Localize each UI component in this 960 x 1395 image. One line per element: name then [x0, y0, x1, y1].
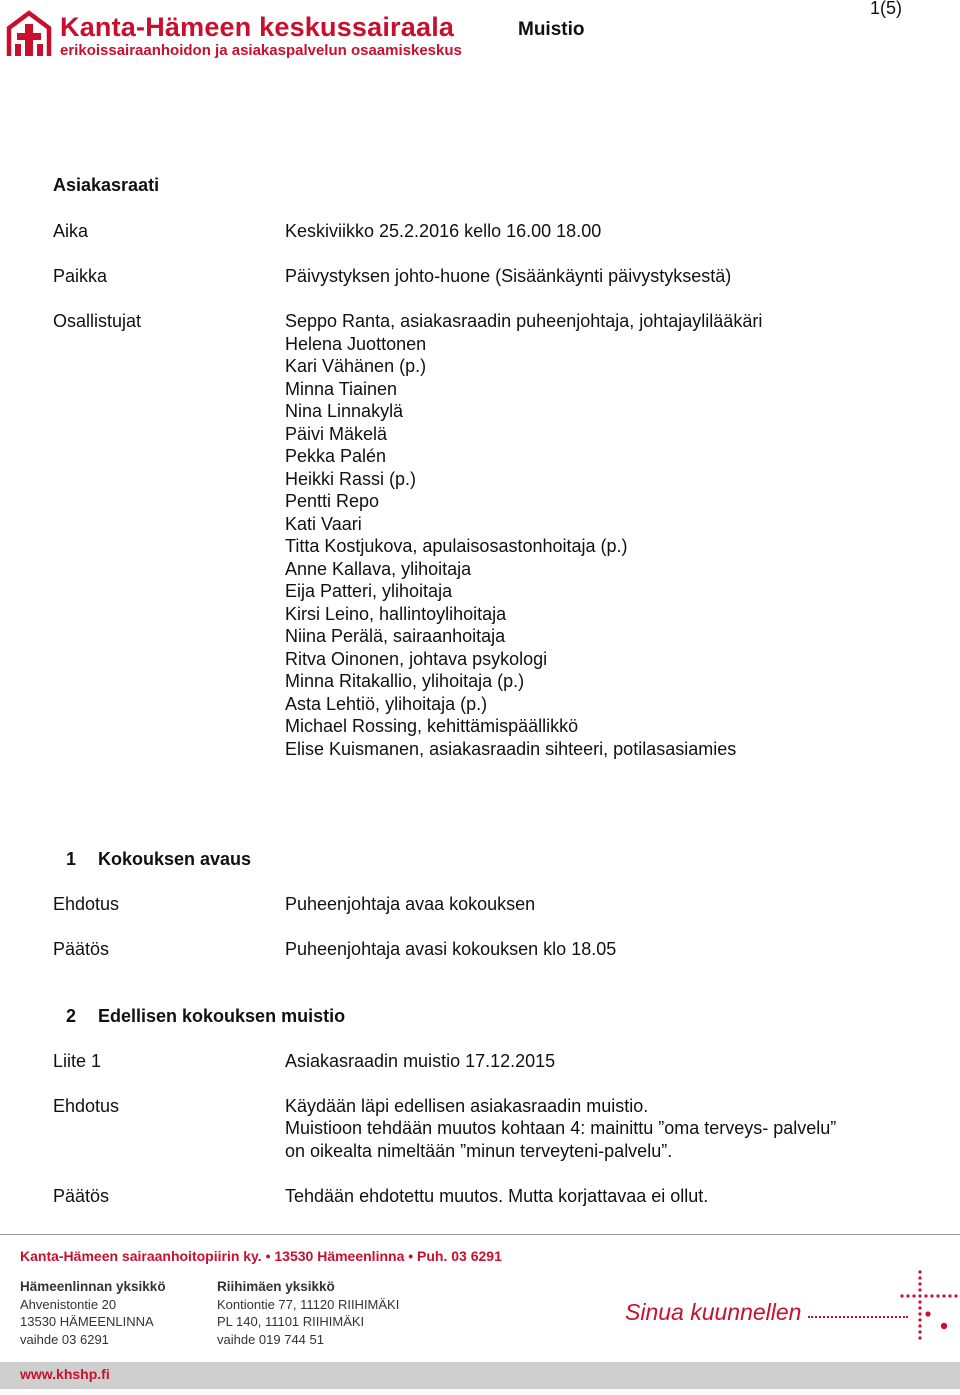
unit-postal: 13530 HÄMEENLINNA — [20, 1314, 154, 1329]
time-value: Keskiviikko 25.2.2016 kello 16.00 18.00 — [285, 221, 602, 241]
bullet-icon: • — [408, 1248, 418, 1264]
footer-divider — [0, 1234, 960, 1235]
proposal-label: Ehdotus — [53, 1096, 120, 1116]
unit-title: Hämeenlinnan yksikkö — [20, 1279, 166, 1294]
participant: Niina Perälä, sairaanhoitaja — [285, 626, 506, 646]
participant: Ritva Oinonen, johtava psykologi — [285, 648, 548, 669]
bullet-icon: • — [265, 1248, 275, 1264]
proposal-text: Muistioon tehdään muutos kohtaan 4: mainittu ”oma terveys- palvelu” — [285, 1118, 837, 1138]
unit-postal: PL 140, 11101 RIIHIMÄKI — [217, 1314, 365, 1329]
participant: Elise Kuismanen, asiakasraadin sihteeri, potilasasiamies — [285, 738, 737, 759]
participant: Eija Patteri, ylihoitaja — [285, 581, 453, 601]
unit-phone: vaihde 019 744 51 — [217, 1331, 324, 1347]
place-label: Paikka — [53, 266, 108, 286]
unit-street: Ahvenistontie 20 — [20, 1296, 117, 1312]
slogan-dotted-line — [808, 1314, 908, 1318]
proposal-text: Puheenjohtaja avaa kokouksen — [285, 894, 536, 914]
org-subtitle: erikoissairaanhoidon ja asiakaspalvelun osaamiskeskus — [60, 42, 462, 59]
participants-label: Osallistujat — [53, 311, 142, 331]
unit-street: Kontiontie 77, 11120 RIIHIMÄKI — [217, 1296, 400, 1312]
document-type: Muistio — [518, 19, 585, 40]
footer-slogan: Sinua kuunnellen — [625, 1299, 802, 1325]
footer-org-name: Kanta-Hämeen sairaanhoitopiirin ky. — [20, 1248, 262, 1264]
hospital-logo-icon — [6, 10, 52, 58]
proposal-text: Käydään läpi edellisen asiakasraadin muistio. — [285, 1096, 649, 1116]
participants-list — [285, 310, 762, 760]
decision-label: Päätös — [53, 939, 110, 959]
participant: Kari Vähänen (p.) — [285, 356, 427, 376]
proposal-text: on oikealta nimeltään ”minun terveyteni-palvelu”. — [285, 1141, 673, 1161]
footer-web-bar — [0, 1362, 960, 1389]
decision-text: Puheenjohtaja avasi kokouksen klo 18.05 — [285, 939, 617, 959]
decision-label: Päätös — [53, 1186, 110, 1206]
unit-title: Riihimäen yksikkö — [217, 1279, 335, 1294]
time-label: Aika — [53, 221, 89, 241]
participant: Seppo Ranta, asiakasraadin puheenjohtaja, johtajaylilääkäri — [285, 311, 763, 331]
website-link[interactable]: www.khshp.fi — [20, 1366, 110, 1382]
meeting-title: Asiakasraati — [53, 175, 160, 195]
dotted-cross-icon — [898, 1268, 958, 1344]
unit-phone: vaihde 03 6291 — [20, 1331, 109, 1347]
participant: Michael Rossing, kehittämispäällikkö — [285, 716, 579, 736]
footer-unit-hameenlinna — [20, 1278, 166, 1348]
proposal-label: Ehdotus — [53, 894, 120, 914]
participant: Helena Juottonen — [285, 333, 427, 354]
participant: Päivi Mäkelä — [285, 423, 388, 444]
section-title: Kokouksen avaus — [98, 849, 252, 869]
participant: Titta Kostjukova, apulaisosastonhoitaja (p.) — [285, 536, 628, 556]
participant: Nina Linnakylä — [285, 401, 404, 421]
place-value: Päivystyksen johto-huone (Sisäänkäynti päivystyksestä) — [285, 266, 732, 286]
section-number: 1 — [66, 849, 77, 869]
page-number: 1(5) — [870, 0, 903, 18]
section-title: Edellisen kokouksen muistio — [98, 1006, 346, 1026]
participant: Asta Lehtiö, ylihoitaja (p.) — [285, 693, 488, 714]
footer-org-phone: Puh. 03 6291 — [417, 1248, 502, 1264]
attachment-text: Asiakasraadin muistio 17.12.2015 — [285, 1051, 556, 1071]
participant: Heikki Rassi (p.) — [285, 468, 417, 489]
footer-org-line — [20, 1248, 502, 1266]
participant: Kirsi Leino, hallintoylihoitaja — [285, 603, 507, 624]
participant: Kati Vaari — [285, 513, 362, 534]
attachment-label: Liite 1 — [53, 1051, 102, 1071]
participant: Anne Kallava, ylihoitaja — [285, 558, 472, 579]
participant: Minna Tiainen — [285, 378, 398, 399]
org-name: Kanta-Hämeen keskussairaala — [60, 12, 455, 42]
footer-unit-riihimaki — [217, 1278, 399, 1348]
footer-org-address: 13530 Hämeenlinna — [274, 1248, 405, 1264]
decision-text: Tehdään ehdotettu muutos. Mutta korjattavaa ei ollut. — [285, 1186, 709, 1206]
section-number: 2 — [66, 1006, 77, 1026]
participant: Minna Ritakallio, ylihoitaja (p.) — [285, 671, 525, 691]
participant: Pekka Palén — [285, 446, 387, 466]
participant: Pentti Repo — [285, 491, 380, 511]
